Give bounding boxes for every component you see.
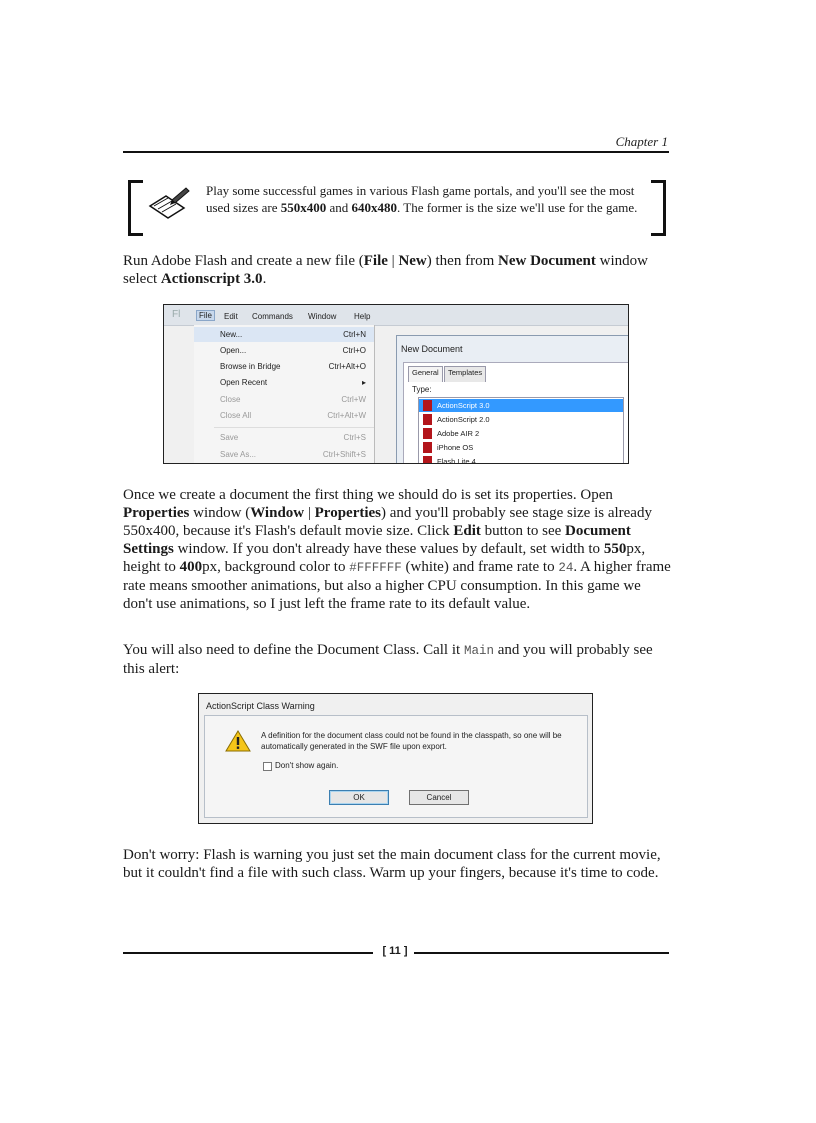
dialog-title: New Document [401, 344, 463, 354]
flash-file-icon [423, 400, 432, 411]
page-number: [ 11 ] [382, 945, 408, 957]
type-iphone-os[interactable]: iPhone OS [419, 441, 623, 454]
footer-rule-left [123, 952, 373, 954]
flash-menu-screenshot [163, 304, 629, 464]
flash-file-icon [423, 428, 432, 439]
header-rule [123, 151, 669, 153]
tab-templates[interactable]: Templates [444, 366, 486, 382]
menu-item-browse-bridge[interactable]: Browse in Bridge Ctrl+Alt+O [220, 362, 366, 371]
file-menu-dropdown [194, 325, 375, 464]
menu-item-new[interactable]: New... Ctrl+N [194, 327, 374, 342]
chapter-header: Chapter 1 [615, 134, 668, 149]
flash-file-icon [423, 456, 432, 464]
menu-help[interactable]: Help [354, 312, 371, 321]
type-label: Type: [412, 385, 432, 394]
menu-file[interactable]: File [196, 310, 215, 321]
menu-bar [164, 305, 628, 326]
paragraph-properties: Once we create a document the first thing we should do is set its properties. Open Properties window (Window | Properties) and you'll probably see stage size is already 550x400, because it's Flash's default movie size. Click Edit button to see Document Settings window. If you don't already have these values by default, set width to 550px, height to 400px, background color to #FFFFFF (white) and frame rate to 24. A higher frame rate means smoother animations, but also a higher CPU consumption. In this game we don't use animations, so I just left the frame rate to its default value. [123, 487, 671, 612]
type-adobe-air-2[interactable]: Adobe AIR 2 [419, 427, 623, 440]
menu-edit[interactable]: Edit [224, 312, 238, 321]
warning-message: A definition for the document class could not be found in the classpath, so one will be automatically generated in the SWF file upon export. [261, 731, 562, 751]
menu-item-save: Save Ctrl+S [220, 433, 366, 442]
tip-text: Play some successful games in various Flash game portals, and you'll see the most used sizes are 550x400 and 640x480. The former is the size we'll use for the game. [206, 183, 638, 215]
cancel-button[interactable]: Cancel [409, 790, 469, 805]
menu-window[interactable]: Window [308, 312, 337, 321]
flash-file-icon [423, 414, 432, 425]
menu-item-open[interactable]: Open... Ctrl+O [220, 346, 366, 355]
menu-item-save-as: Save As... Ctrl+Shift+S [220, 450, 366, 459]
paragraph-closing: Don't worry: Flash is warning you just set the main document class for the current movie, but it couldn't find a file with such class. Warm up your fingers, because it's time to code. [123, 847, 661, 881]
tip-bracket-left [128, 180, 143, 236]
warning-title: ActionScript Class Warning [206, 701, 315, 711]
checkbox-label: Don't show again. [275, 761, 339, 770]
ok-button[interactable]: OK [329, 790, 389, 805]
type-actionscript-3[interactable]: ActionScript 3.0 [419, 399, 623, 412]
menu-item-open-recent[interactable]: Open Recent ▸ [220, 378, 366, 387]
class-warning-screenshot [198, 693, 593, 824]
dont-show-again-checkbox[interactable] [263, 762, 272, 771]
warning-icon [225, 730, 251, 752]
footer-rule-right [414, 952, 669, 954]
warning-body [204, 715, 588, 818]
new-document-dialog [396, 335, 629, 464]
menu-separator [214, 427, 374, 428]
flash-app-icon: Fl [172, 309, 181, 320]
tip-size-1: 550x400 [280, 200, 327, 215]
tip-bracket-right [651, 180, 666, 236]
paragraph-new-file: Run Adobe Flash and create a new file (File | New) then from New Document window select Actionscript 3.0. [123, 253, 648, 287]
type-list [418, 397, 624, 464]
type-actionscript-2[interactable]: ActionScript 2.0 [419, 413, 623, 426]
dialog-panel [403, 362, 629, 464]
tab-general[interactable]: General [408, 366, 443, 382]
code-bgcolor: #FFFFFF [349, 561, 402, 575]
tip-size-2: 640x480 [351, 200, 397, 215]
menu-item-close: Close Ctrl+W [220, 395, 366, 404]
menu-commands[interactable]: Commands [252, 312, 293, 321]
code-framerate: 24 [558, 561, 574, 575]
paragraph-document-class: You will also need to define the Document Class. Call it Main and you will probably see this alert: [123, 642, 653, 677]
code-main: Main [463, 644, 494, 658]
submenu-arrow-icon: ▸ [361, 378, 366, 387]
menu-item-close-all: Close All Ctrl+Alt+W [220, 411, 366, 420]
type-flash-lite-4[interactable]: Flash Lite 4 [419, 455, 623, 464]
pen-note-icon [144, 186, 192, 222]
flash-file-icon [423, 442, 432, 453]
